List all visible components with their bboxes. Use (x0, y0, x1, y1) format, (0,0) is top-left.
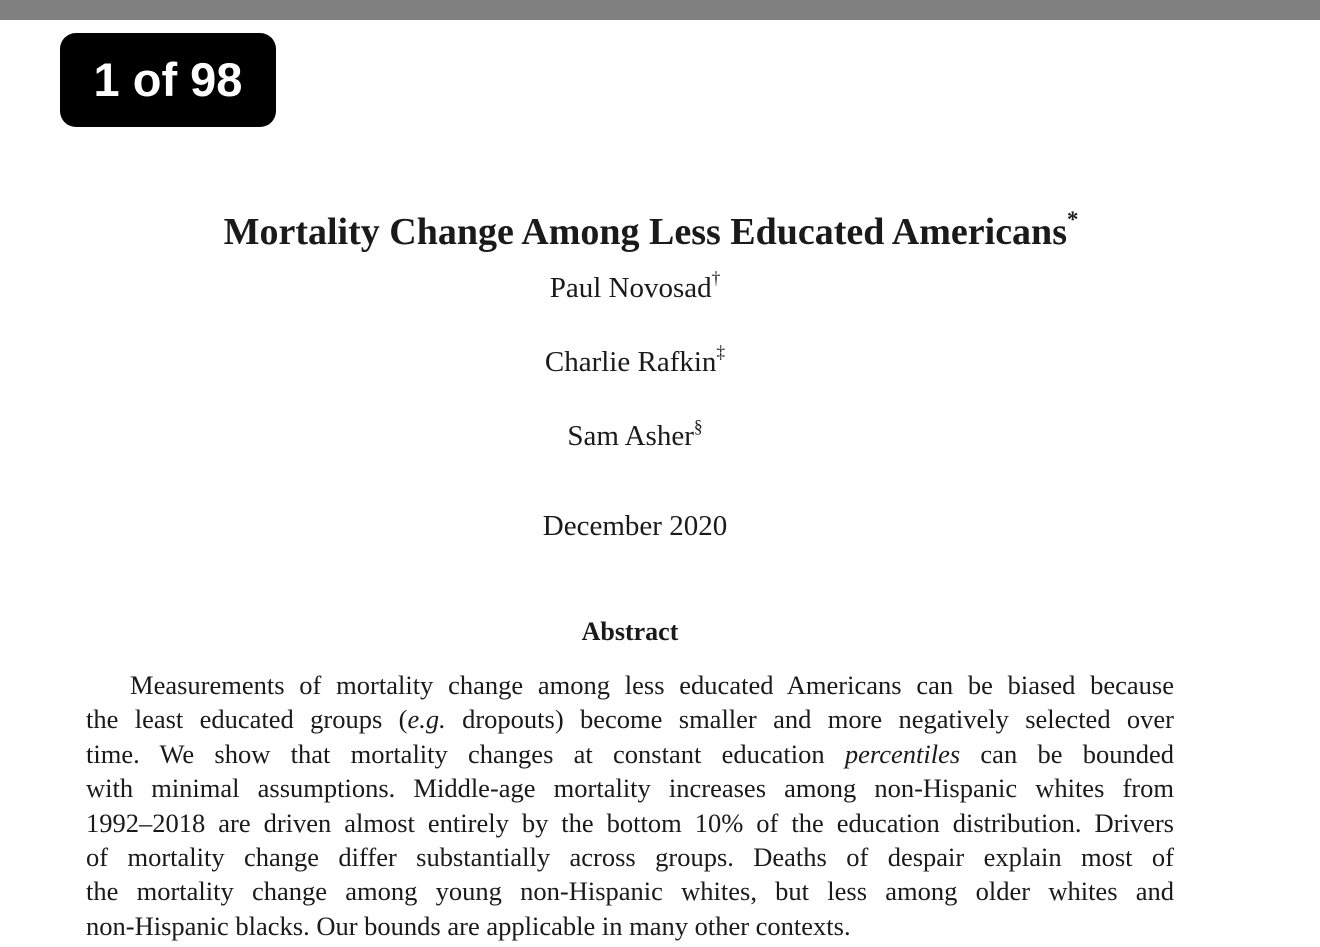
abstract-line: the least educated groups (e.g. dropouts) become smaller and more negatively selected over (86, 704, 1175, 735)
abstract-emphasis: e.g. (407, 704, 446, 735)
author-paul-novosad (0, 267, 1270, 306)
abstract-heading: Abstract (581, 617, 679, 646)
author-charlie-rafkin (0, 341, 1270, 380)
abstract-line: Measurements of mortality change among less educated Americans can be biased because (130, 670, 1174, 700)
abstract-line: 1992–2018 are driven almost entirely by the bottom 10% of the education distribution. Drivers (86, 807, 1174, 838)
abstract-line: non-Hispanic blacks. Our bounds are applicable in many other contexts. (86, 910, 851, 941)
author-name: Paul Novosad (549, 272, 712, 304)
abstract-body (86, 668, 1174, 943)
title-footnote-mark[interactable]: * (1066, 206, 1079, 232)
abstract-line: time. We show that mortality changes at constant education percentiles can be bounded (86, 738, 1174, 769)
abstract-line: with minimal assumptions. Middle-age mortality increases among non-Hispanic whites from (86, 773, 1174, 804)
page-indicator-badge: 1 of 98 (60, 33, 276, 127)
author-footnote-mark[interactable]: § (693, 415, 703, 436)
author-name: Sam Asher (567, 420, 694, 452)
abstract-line: the mortality change among young non-Hispanic whites, but less among older whites and (86, 876, 1174, 907)
author-sam-asher (0, 415, 1270, 454)
abstract-emphasis: percentiles (844, 738, 961, 769)
paper-title-text: Mortality Change Among Less Educated Americans (223, 211, 1067, 253)
abstract-line: of mortality change differ substantially across groups. Deaths of despair explain most of (86, 841, 1174, 872)
author-name: Charlie Rafkin (544, 346, 717, 378)
paper-title (0, 208, 1302, 256)
author-footnote-mark[interactable]: ‡ (716, 341, 726, 362)
paper-date: December 2020 (542, 510, 728, 542)
author-footnote-mark[interactable]: † (711, 267, 721, 288)
